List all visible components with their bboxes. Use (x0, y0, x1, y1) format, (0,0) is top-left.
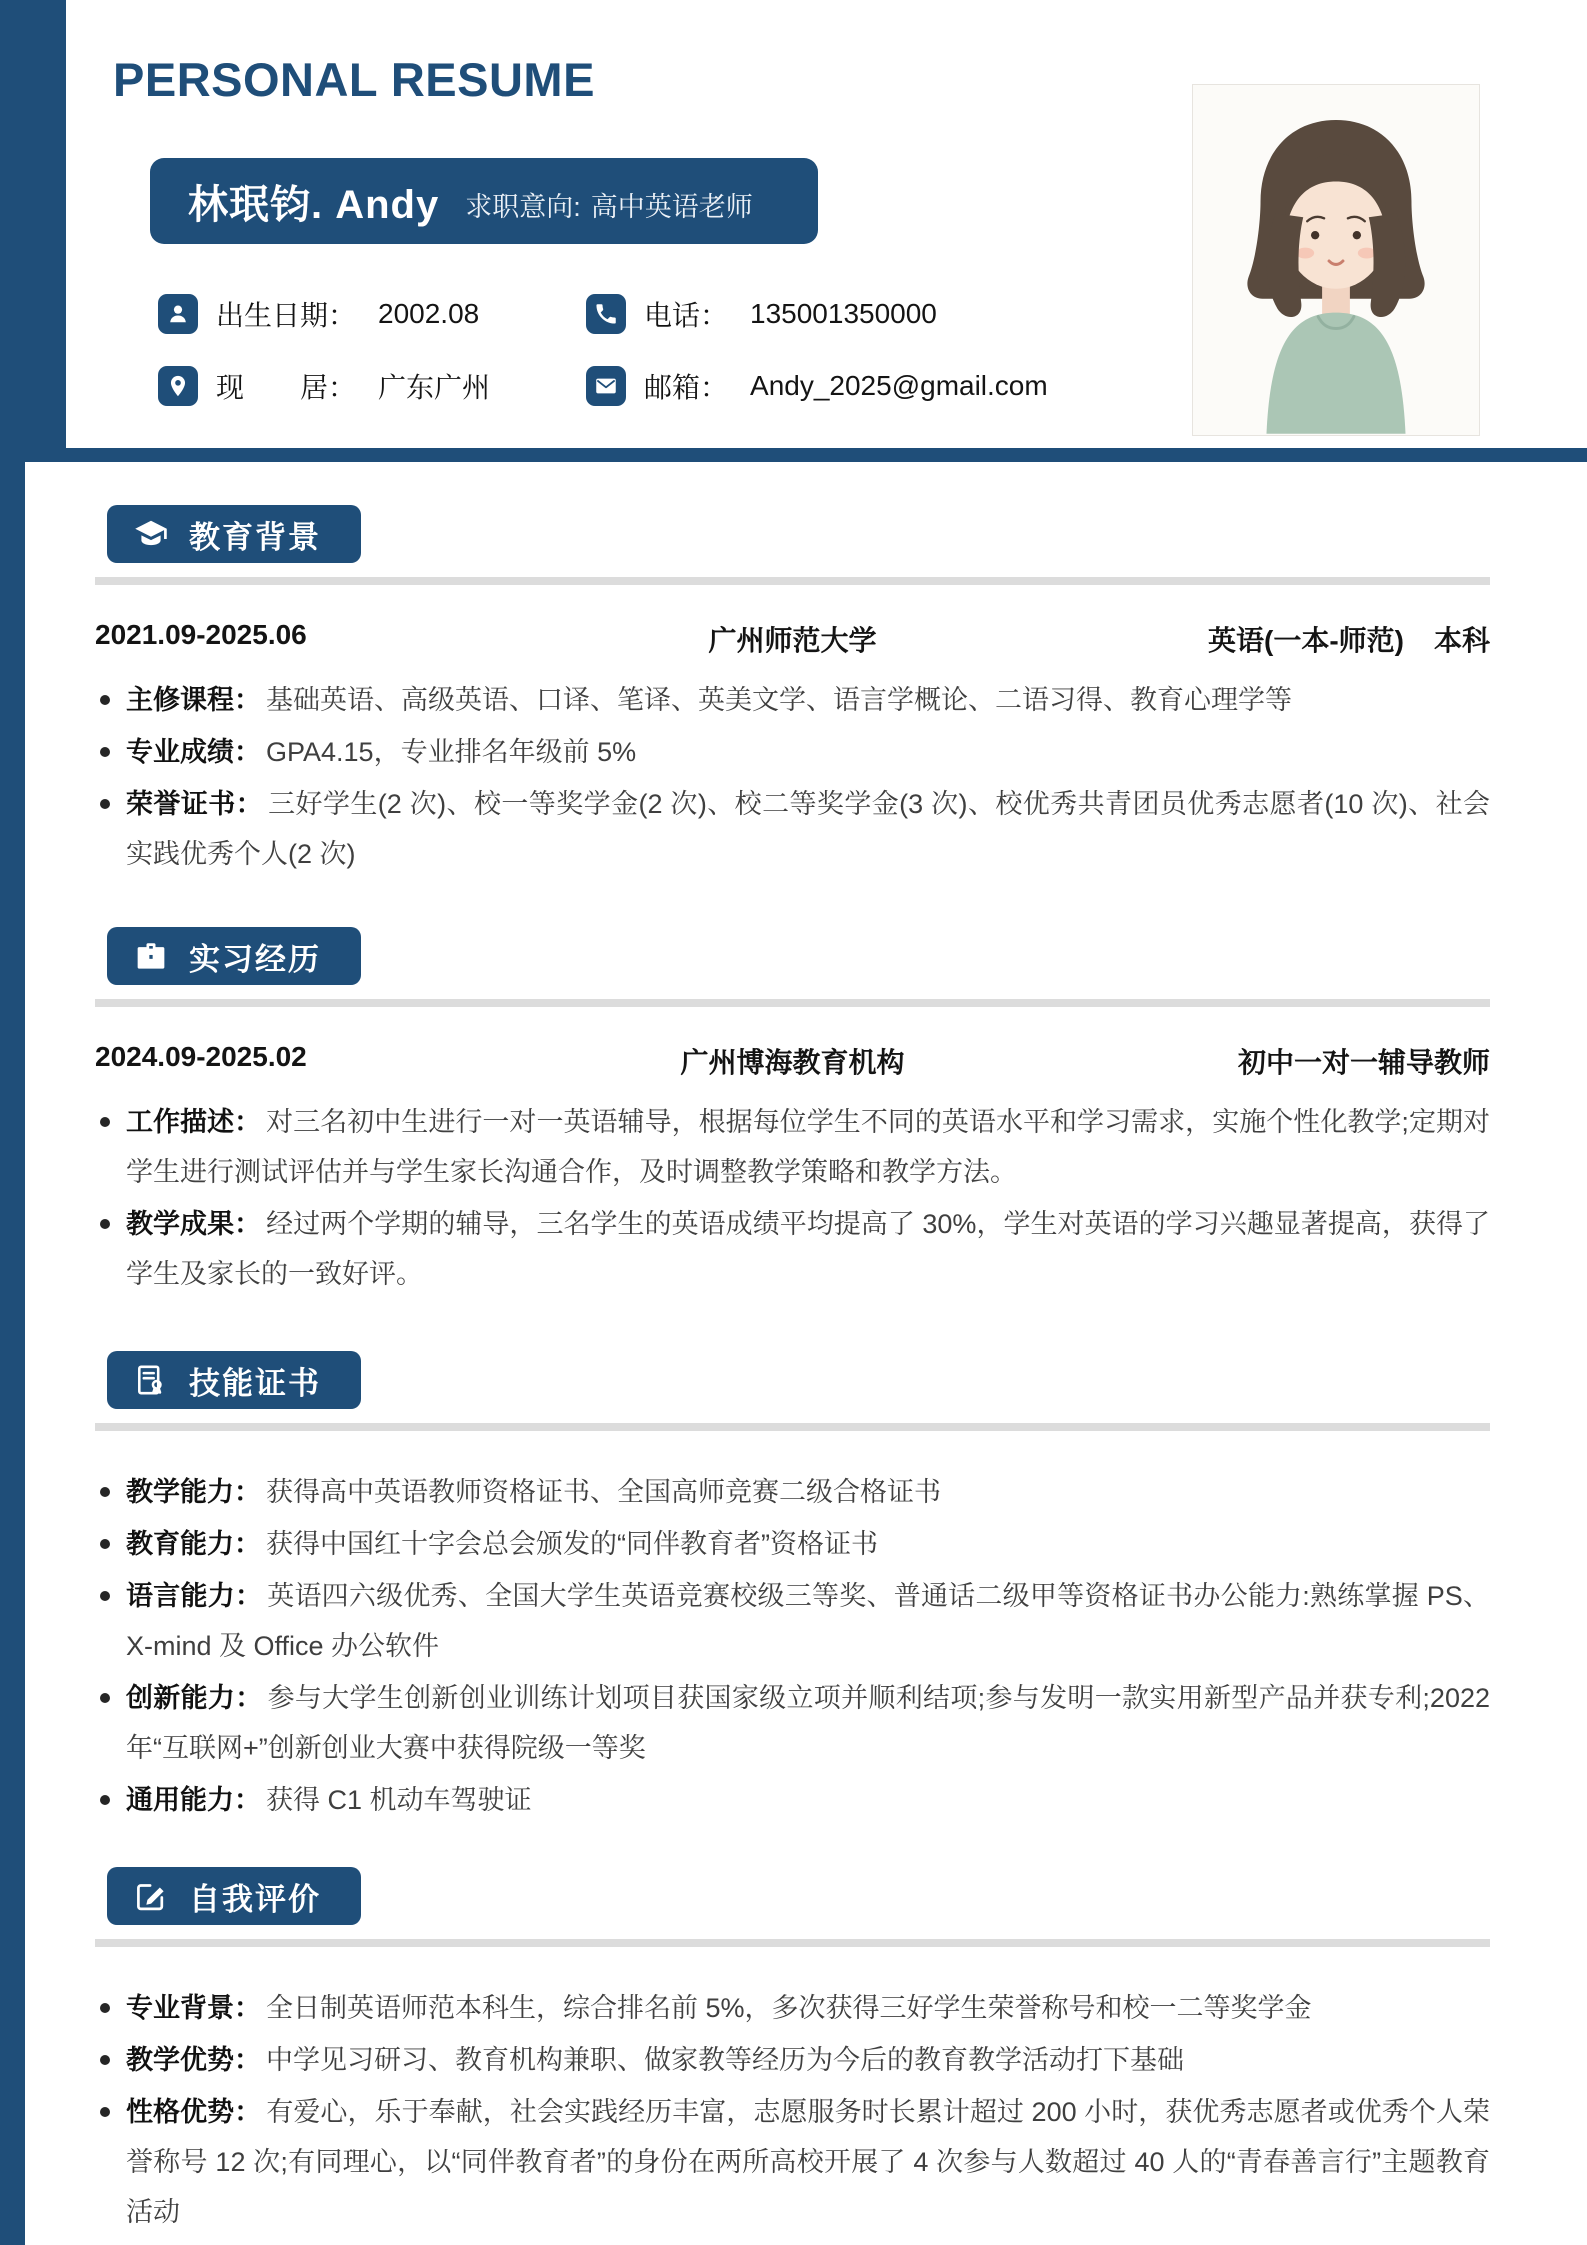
name-banner (150, 158, 818, 244)
contact-residence (158, 366, 586, 406)
job-intent (465, 185, 753, 224)
bullet-label: 教学成果： (126, 1209, 262, 1239)
bullet-item (95, 2087, 1490, 2237)
section-evaluation (95, 1867, 1490, 2237)
section-divider (95, 1939, 1490, 1947)
education-school: 广州师范大学 (708, 625, 877, 656)
contact-label: 电话： (644, 300, 729, 331)
bullet-item (95, 1571, 1490, 1671)
education-major: 英语(一本-师范) (1208, 625, 1404, 656)
bullet-item (95, 727, 1490, 777)
contact-value: 广东广州 (378, 372, 491, 403)
contact-email (586, 366, 1048, 406)
bullet-label: 荣誉证书： (126, 789, 264, 819)
education-bullets (95, 675, 1490, 879)
contact-value: 135001350000 (750, 298, 937, 329)
bullet-text: 获得高中英语教师资格证书、全国高师竞赛二级合格证书 (266, 1477, 941, 1507)
bullet-item (95, 675, 1490, 725)
bullet-text: 获得中国红十字会总会颁发的“同伴教育者”资格证书 (266, 1529, 878, 1559)
education-period: 2021.09-2025.06 (95, 619, 307, 650)
contact-value: 2002.08 (378, 298, 480, 329)
bullet-text: 中学见习研习、教育机构兼职、做家教等经历为今后的教育教学活动打下基础 (266, 2045, 1184, 2075)
internship-role (1025, 1041, 1490, 1081)
section-divider (95, 577, 1490, 585)
bullet-item (95, 2035, 1490, 2085)
bullet-item (95, 1775, 1490, 1825)
phone-icon (586, 294, 626, 334)
bullet-text: 有爱心，乐于奉献，社会实践经历丰富，志愿服务时长累计超过 200 小时，获优秀志愿者或优秀个人荣誉称号 12 次;有同理心，以“同伴教育者”的身份在两所高校开展了 4 次参与人数超过 40 人的“青春善言行”主题教育活动 (126, 2097, 1490, 2227)
section-header-education (107, 505, 361, 563)
section-divider (95, 999, 1490, 1007)
bullet-text: 获得 C1 机动车驾驶证 (266, 1785, 532, 1815)
bullet-label: 教学能力： (126, 1477, 261, 1507)
bullet-item (95, 1983, 1490, 2033)
bullet-label: 教育能力： (126, 1529, 261, 1559)
graduation-cap-icon (133, 516, 169, 552)
internship-bullets (95, 1097, 1490, 1299)
contact-grid (158, 294, 1048, 406)
left-accent-column (0, 0, 66, 448)
section-education (95, 505, 1490, 879)
bullet-text: 经过两个学期的辅导，三名学生的英语成绩平均提高了 30%，学生对英语的学习兴趣显著提高，获得了学生及家长的一致好评。 (126, 1209, 1491, 1289)
section-internship (95, 927, 1490, 1299)
bullet-label: 专业成绩： (126, 737, 261, 767)
bullet-text: 参与大学生创新创业训练计划项目获国家级立项并顺利结项;参与发明一款实用新型产品并获专利;2022 年“互联网+”创新创业大赛中获得院级一等奖 (126, 1683, 1490, 1763)
bullet-label: 主修课程： (126, 685, 261, 715)
contact-value: Andy_2025@gmail.com (750, 370, 1048, 401)
bullet-text: 三好学生(2 次)、校一等奖学金(2 次)、校二等奖学金(3 次)、校优秀共青团员优秀志愿者(10 次)、社会实践优秀个人(2 次) (126, 789, 1491, 869)
profile-photo (1192, 84, 1480, 436)
bullet-item (95, 1519, 1490, 1569)
internship-company: 广州博海教育机构 (680, 1047, 905, 1078)
candidate-name: 林珉钧. Andy (188, 182, 440, 227)
internship-role-text: 初中一对一辅导教师 (1237, 1047, 1490, 1078)
bullet-label: 专业背景： (126, 1993, 261, 2023)
section-divider (95, 1423, 1490, 1431)
education-degree (1025, 619, 1490, 659)
bullet-text: 全日制英语师范本科生，综合排名前 5%，多次获得三好学生荣誉称号和校一二等奖学金 (266, 1993, 1312, 2023)
section-header-skills (107, 1351, 361, 1409)
bullet-item (95, 779, 1490, 879)
contact-birth (158, 294, 586, 334)
bullet-item (95, 1199, 1490, 1299)
internship-entry-row (95, 1041, 1490, 1081)
bullet-item (95, 1673, 1490, 1773)
certificate-icon (133, 1362, 169, 1398)
section-header-evaluation (107, 1867, 361, 1925)
contact-phone (586, 294, 1048, 334)
resume-body (95, 505, 1490, 2237)
internship-period: 2024.09-2025.02 (95, 1041, 307, 1072)
bullet-text: 基础英语、高级英语、口译、笔译、英美文学、语言学概论、二语习得、教育心理学等 (266, 685, 1292, 715)
bullet-text: 对三名初中生进行一对一英语辅导，根据每位学生不同的英语水平和学习需求，实施个性化教学;定期对学生进行测试评估并与学生家长沟通合作，及时调整教学策略和教学方法。 (126, 1107, 1491, 1187)
bullet-label: 创新能力： (126, 1683, 263, 1713)
section-title: 技能证书 (189, 1365, 321, 1401)
section-title: 教育背景 (189, 519, 321, 555)
person-icon (158, 294, 198, 334)
bullet-item (95, 1467, 1490, 1517)
skills-bullets (95, 1467, 1490, 1825)
section-title: 实习经历 (189, 941, 321, 977)
bullet-label: 通用能力： (126, 1785, 261, 1815)
section-header-internship (107, 927, 361, 985)
location-pin-icon (158, 366, 198, 406)
briefcase-icon (133, 938, 169, 974)
horizontal-accent-bar (0, 448, 1587, 462)
left-accent-strip (0, 462, 25, 2245)
section-title: 自我评价 (189, 1881, 321, 1917)
page-title: PERSONAL RESUME (113, 53, 595, 106)
bullet-text: 英语四六级优秀、全国大学生英语竞赛校级三等奖、普通话二级甲等资格证书办公能力:熟练掌握 PS、X-mind 及 Office 办公软件 (126, 1581, 1490, 1661)
contact-label: 现 居： (216, 372, 357, 403)
contact-label: 邮箱： (644, 372, 729, 403)
bullet-text: GPA4.15，专业排名年级前 5% (266, 737, 637, 767)
contact-label: 出生日期： (216, 300, 357, 331)
bullet-label: 性格优势： (126, 2097, 262, 2127)
bullet-label: 教学优势： (126, 2045, 261, 2075)
envelope-icon (586, 366, 626, 406)
bullet-label: 语言能力： (126, 1581, 263, 1611)
pen-icon (133, 1878, 169, 1914)
bullet-item (95, 1097, 1490, 1197)
education-entry-row (95, 619, 1490, 659)
evaluation-bullets (95, 1983, 1490, 2237)
education-level: 本科 (1433, 625, 1490, 656)
bullet-label: 工作描述： (126, 1107, 262, 1137)
illustrated-portrait (1193, 85, 1479, 435)
job-intent-value: 高中英语老师 (590, 191, 753, 222)
job-intent-label: 求职意向: (465, 191, 581, 222)
section-skills (95, 1351, 1490, 1825)
